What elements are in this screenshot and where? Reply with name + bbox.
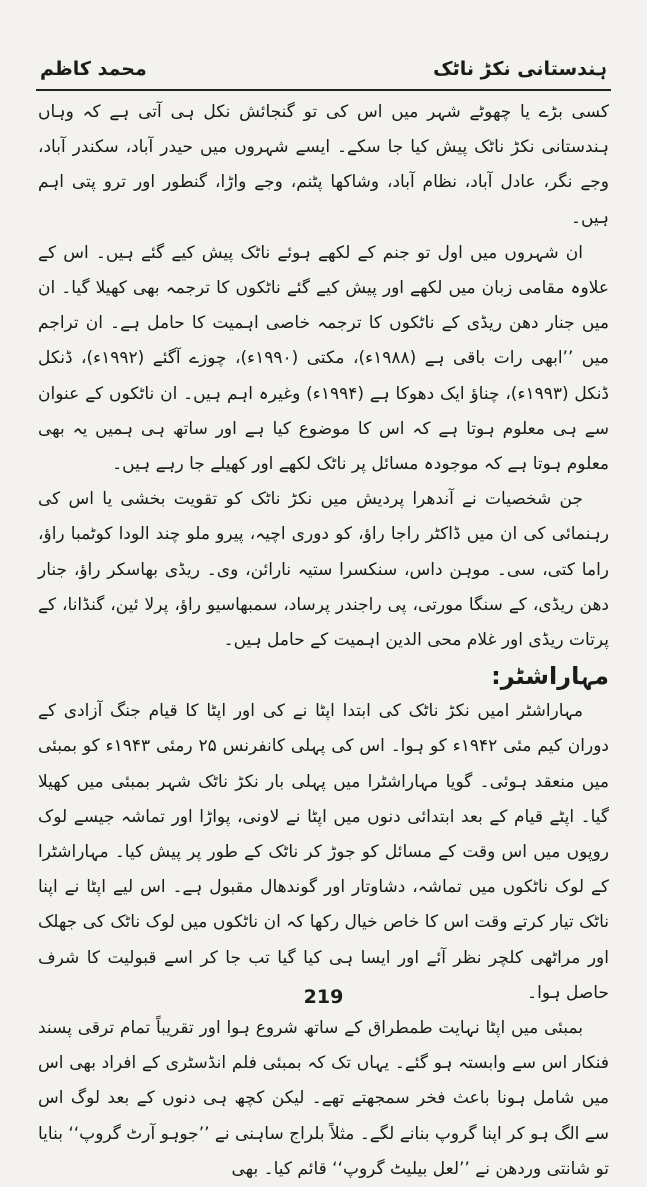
running-header [40,58,607,80]
section-heading: مہاراشٹر: [491,662,609,691]
header-rule [36,89,611,91]
paragraph: مہاراشٹر امیں نکڑ ناٹک کی ابتدا اپٹا نے کی اور اپٹا کا قیام جنگ آزادی کے دوران کیم مئی ۱۹۴۲ء کو ہوا۔ اس کی پہلی کانفرنس ۲۵ رمئی ۱۹۴۳ء کو بمبئی میں منعقد ہوئی۔ گویا مہاراشٹرا میں پہلی بار نکڑ ناٹک شہر بمبئی میں کھیلا گیا۔ اپٹے قیام کے بعد ابتدائی دنوں میں اپٹا نے لاونی، پواڑا اور تماشہ جیسے لوک روپوں میں اس وقت کے مسائل کو جوڑ کر ناٹک کے طور پر پیش کیا۔ مہاراشٹرا کے لوک ناٹکوں میں تماشہ، دشاوتار اور گوندھال مقبول ہے۔ اس لیے اپٹا نے اپنا ناٹک تیار کرتے وقت اس کا خاص خیال رکھا کہ ان ناٹکوں میں لوک ناٹک کی جھلک اور مراٹھی کلچر نظر آئے اور ایسا ہی کیا گیا تب جا کر اسے قبولیت کا شرف حاصل ہوا۔ [38,701,609,1003]
paragraph: بمبئی میں اپٹا نہایت طمطراق کے ساتھ شروع ہوا اور تقریباً تمام ترقی پسند فنکار اس سے وابستہ ہو گئے۔ یہاں تک کہ بمبئی فلم انڈسٹری کے افراد بھی اس میں شامل ہونا باعث فخر سمجھتے تھے۔ لیکن کچھ ہی دنوں کے بعد لوگ اس سے الگ ہو کر اپنا گروپ بنانے لگے۔ مثلاً بلراج ساہنی نے ’’جوہو آرٹ گروپ‘‘ بنایا تو شانتی وردھن نے ’’لعل بیلیٹ گروپ‘‘ قائم کیا۔ بھی [38,1018,609,1179]
book-title: ہندستانی نکڑ ناٹک [433,58,607,80]
page-number: 219 [303,986,344,1008]
paragraph: کسی بڑے یا چھوٹے شہر میں اس کی تو گنجائش نکل ہی آتی ہے کہ وہاں ہندستانی نکڑ ناٹک پیش کیا جا سکے۔ ایسے شہروں میں حیدر آباد، سکندر آباد، وجے نگر، عادل آباد، نظام آباد، وشاکھا پٹنم، وجے واڑا، گنطور اور ترو پتی اہم ہیں۔ [38,102,609,228]
paragraph: جن شخصیات نے آندھرا پردیش میں نکڑ ناٹک کو تقویت بخشی یا اس کی رہنمائی کی ان میں ڈاکٹر راجا راؤ، کو دوری اچیہ، پیرو ملو چند الودا کوٹمبا راؤ، راما کتی، سی۔ موہن داس، سنکسرا ستیہ نارائن، وی۔ ریڈی بھاسکر راؤ، جنار دھن ریڈی، کے سنگا مورتی، پی راجندر پرساد، سمبھاسیو راؤ، پرلا ئین، گنڈانا، کے پرتات ریڈی اور غلام محی الدین اہمیت کے حامل ہیں۔ [38,489,609,651]
author-name: محمد کاظم [40,58,147,80]
page-body [38,95,609,1187]
paragraph: ان شہروں میں اول تو جنم کے لکھے ہوئے ناٹک پیش کیے گئے ہیں۔ اس کے علاوہ مقامی زبان میں لکھے اور پیش کیے گئے ناٹکوں کا ترجمہ بھی کھیلا گیا۔ ان میں جنار دھن ریڈی کے ناٹکوں کا ترجمہ خاصی اہمیت کا حامل ہے۔ ان تراجم میں ’’ابھی رات باقی ہے (۱۹۸۸ء)، مکتی (۱۹۹۰ء)، چوزے آگئے (۱۹۹۲ء)، ڈنکل ڈنکل (۱۹۹۳ء)، چناؤ ایک دھوکا ہے (۱۹۹۴ء) وغیرہ اہم ہیں۔ ان ناٹکوں کے عنوان سے ہی معلوم ہوتا ہے کہ اس کا موضوع کیا ہے اور ساتھ ہی ہمیں یہ بھی معلوم ہوتا ہے کہ موجودہ مسائل پر ناٹک لکھے اور کھیلے جا رہے ہیں۔ [38,242,609,475]
